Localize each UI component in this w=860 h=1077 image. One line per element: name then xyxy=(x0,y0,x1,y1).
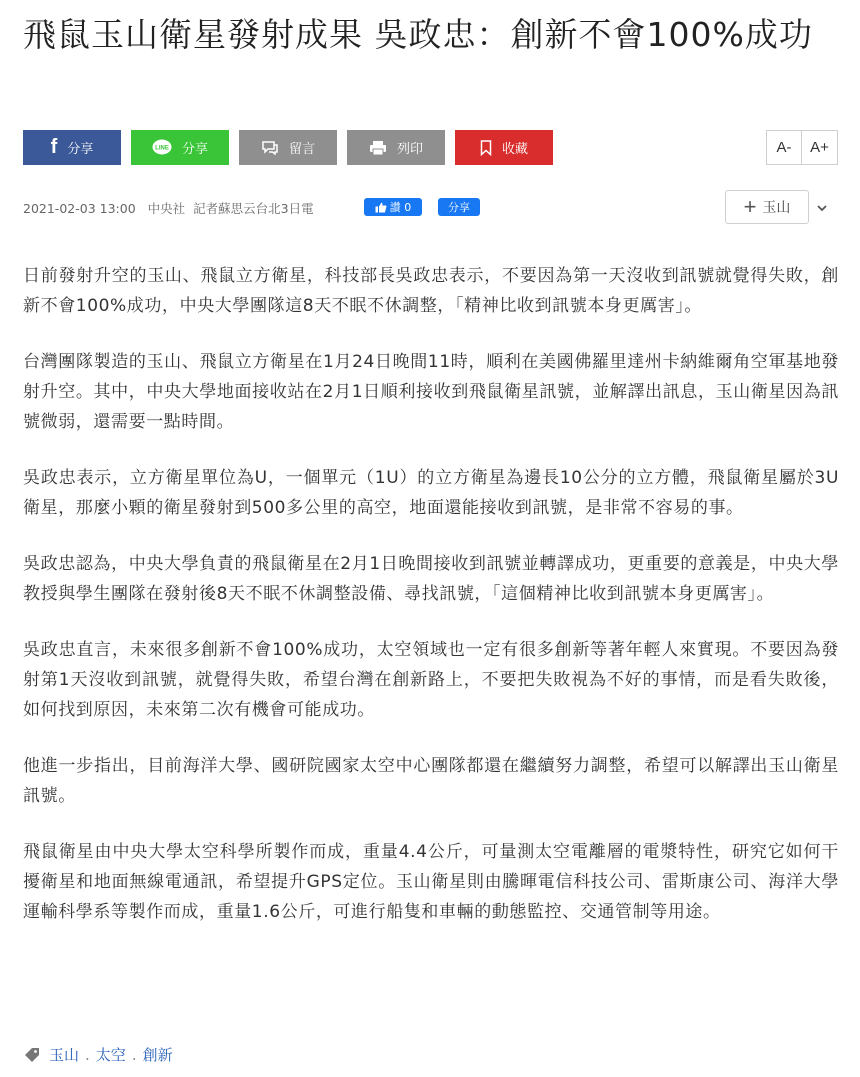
comment-icon xyxy=(261,140,279,155)
like-count-label: 讚 0 xyxy=(389,201,412,214)
facebook-like-button[interactable] xyxy=(364,198,422,216)
share-bar xyxy=(23,130,553,165)
comment-label: 留言 xyxy=(288,142,315,157)
print-label: 列印 xyxy=(396,142,423,157)
article-paragraph: 吳政忠認為，中央大學負責的飛鼠衛星在2月1日晚間接收到訊號並轉譯成功，更重要的意義是，中央大學教授與學生團隊在發射後8天不眠不休調整設備、尋找訊號，「這個精神比收到訊號本身更厲害」。 xyxy=(23,554,839,604)
article-meta xyxy=(23,199,314,217)
tag-link-innovation[interactable]: 創新 xyxy=(142,1046,173,1064)
follow-tag-button[interactable] xyxy=(725,190,809,224)
font-size-controls xyxy=(766,130,838,165)
bookmark-button[interactable] xyxy=(455,130,553,165)
thumbs-up-icon xyxy=(375,202,387,213)
facebook-share-button[interactable] xyxy=(23,130,121,165)
font-increase-button[interactable]: A+ xyxy=(802,130,838,165)
tag-link-yushan[interactable]: 玉山 xyxy=(49,1046,80,1064)
article-paragraph: 他進一步指出，目前海洋大學、國研院國家太空中心團隊都還在繼續努力調整，希望可以解譯出玉山衛星訊號。 xyxy=(23,756,839,806)
font-decrease-button[interactable]: A- xyxy=(766,130,802,165)
plus-icon: + xyxy=(743,194,757,219)
comment-button[interactable] xyxy=(239,130,337,165)
facebook-share-label: 分享 xyxy=(67,142,94,157)
bookmark-icon xyxy=(480,140,492,156)
tag-icon xyxy=(23,1046,41,1064)
article-paragraph: 台灣團隊製造的玉山、飛鼠立方衛星在1月24日晚間11時，順利在美國佛羅里達州卡納維爾角空軍基地發射升空。其中，中央大學地面接收站在2月1日順利接收到飛鼠衛星訊號，並解譯出訊息，玉山衛星因為訊號微弱，還需要一點時間。 xyxy=(23,352,839,432)
line-share-label: 分享 xyxy=(181,142,208,157)
article-paragraph: 吳政忠表示，立方衛星單位為U，一個單元（1U）的立方衛星為邊長10公分的立方體，飛鼠衛星屬於3U衛星，那麼小顆的衛星發射到500多公里的高空，地面還能接收到訊號，是非常不容易的事。 xyxy=(23,468,839,518)
line-icon xyxy=(152,139,172,156)
follow-tag-label: 玉山 xyxy=(762,200,791,216)
tag-separator: . xyxy=(85,1045,90,1064)
facebook-share-small-button[interactable]: 分享 xyxy=(438,198,480,216)
chevron-down-icon[interactable] xyxy=(814,200,830,216)
article-body xyxy=(23,261,839,953)
bookmark-label: 收藏 xyxy=(501,142,528,157)
svg-text:LINE: LINE xyxy=(155,145,169,152)
article-paragraph: 飛鼠衛星由中央大學太空科學所製作而成，重量4.4公斤，可量測太空電離層的電漿特性，研究它如何干擾衛星和地面無線電通訊，希望提升GPS定位。玉山衛星則由騰暉電信科技公司、雷斯康公司、海洋大學運輸科學系等製作而成，重量1.6公斤，可進行船隻和車輛的動態監控、交通管制等用途。 xyxy=(23,842,839,922)
article-paragraph: 吳政忠直言，未來很多創新不會100%成功，太空領域也一定有很多創新等著年輕人來實現。不要因為發射第1天沒收到訊號，就覺得失敗，希望台灣在創新路上，不要把失敗視為不好的事情，而是看失敗後，如何找到原因，未來第二次有機會可能成功。 xyxy=(23,640,839,720)
printer-icon xyxy=(369,140,387,156)
reporter-byline: 記者蘇思云台北3日電 xyxy=(193,201,314,216)
article-paragraph: 日前發射升空的玉山、飛鼠立方衛星，科技部長吳政忠表示，不要因為第一天沒收到訊號就覺得失敗，創新不會100%成功，中央大學團隊這8天不眠不休調整，「精神比收到訊號本身更厲害」。 xyxy=(23,266,839,316)
news-source: 中央社 xyxy=(147,201,186,216)
publish-date: 2021-02-03 13:00 xyxy=(23,200,136,216)
print-button[interactable] xyxy=(347,130,445,165)
article-title: 飛鼠玉山衛星發射成果 吳政忠：創新不會100%成功 xyxy=(23,15,813,54)
line-share-button[interactable] xyxy=(131,130,229,165)
tag-list xyxy=(23,1044,173,1065)
tag-link-space[interactable]: 太空 xyxy=(95,1046,126,1064)
facebook-icon: f xyxy=(50,136,58,158)
tag-separator: . xyxy=(131,1045,137,1064)
